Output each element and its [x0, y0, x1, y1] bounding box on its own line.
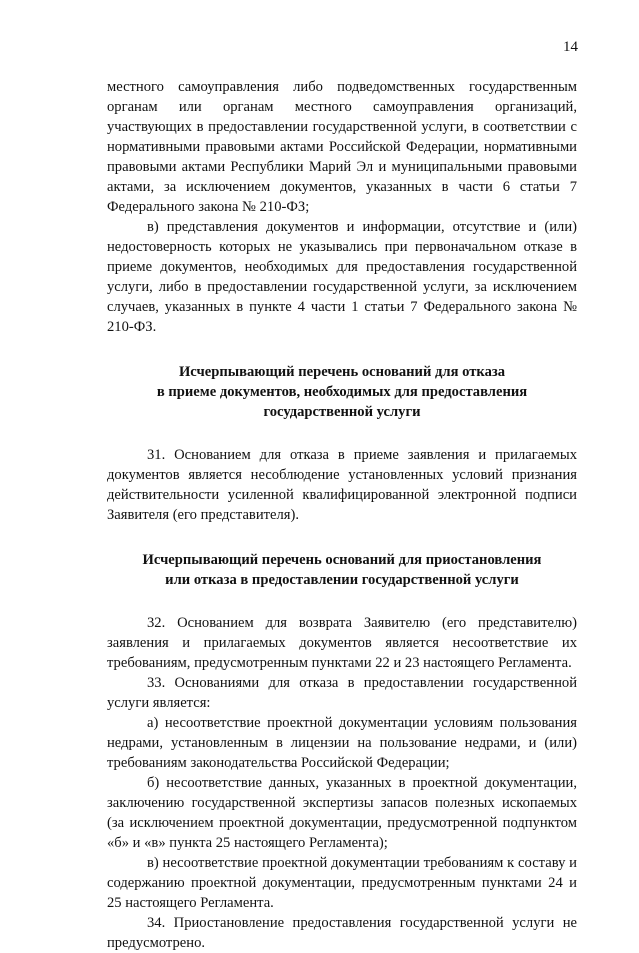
paragraph-continuation: местного самоуправления либо подведомственных государственным органам или органам местного самоуправления организаций, участвующих в предоставлении государственной услуги, в соответствии с нормативными правовыми актами Российской Федерации, нормативными правовыми актами Республики Марий Эл и муниципальными правовыми актами, за исключением документов, указанных в части 6 статьи 7 Федерального закона № 210-ФЗ;	[107, 79, 577, 215]
heading-line: в приеме документов, необходимых для предоставления	[156, 384, 528, 400]
heading-line: государственной услуги	[263, 404, 421, 420]
heading-line: Исчерпывающий перечень оснований для отказа	[178, 364, 506, 380]
heading-line: или отказа в предоставлении государственной услуги	[165, 572, 519, 588]
paragraph-34: 34. Приостановление предоставления государственной услуги не предусмотрено.	[107, 915, 577, 951]
paragraph-33-v: в) несоответствие проектной документации требованиям к составу и содержанию проектной документации, предусмотренным пунктами 24 и 25 настоящего Регламента.	[107, 855, 577, 911]
section-heading-suspension-refusal	[107, 550, 577, 590]
paragraph-32: 32. Основанием для возврата Заявителю (его представителю) заявления и прилагаемых документов является несоответствие их требованиям, предусмотренным пунктами 22 и 23 настоящего Регламента.	[107, 615, 577, 671]
page-number: 14	[563, 39, 578, 55]
heading-line: Исчерпывающий перечень оснований для приостановления	[142, 552, 542, 568]
paragraph-33-a: а) несоответствие проектной документации условиям пользования недрами, установленным в лицензии на пользование недрами, и (или) требованиям законодательства Российской Федерации;	[107, 715, 577, 771]
paragraph-33-b: б) несоответствие данных, указанных в проектной документации, заключению государственной экспертизы запасов полезных ископаемых (за исключением проектной документации, предусмотренной подпунктом «б» и «в» пункта 25 настоящего Регламента);	[107, 775, 577, 851]
document-body	[107, 77, 577, 953]
paragraph-item-v: в) представления документов и информации, отсутствие и (или) недостоверность которых не указывались при первоначальном отказе в приеме документов, необходимых для предоставления государственной услуги, либо в предоставлении государственной услуги, за исключением случаев, указанных в пункте 4 части 1 статьи 7 Федерального закона № 210-ФЗ.	[107, 219, 577, 335]
paragraph-33: 33. Основаниями для отказа в предоставлении государственной услуги является:	[107, 675, 577, 711]
section-heading-refusal-acceptance	[107, 362, 577, 422]
paragraph-31: 31. Основанием для отказа в приеме заявления и прилагаемых документов является несоблюдение установленных условий признания действительности усиленной квалифицированной электронной подписи Заявителя (его представителя).	[107, 447, 577, 523]
